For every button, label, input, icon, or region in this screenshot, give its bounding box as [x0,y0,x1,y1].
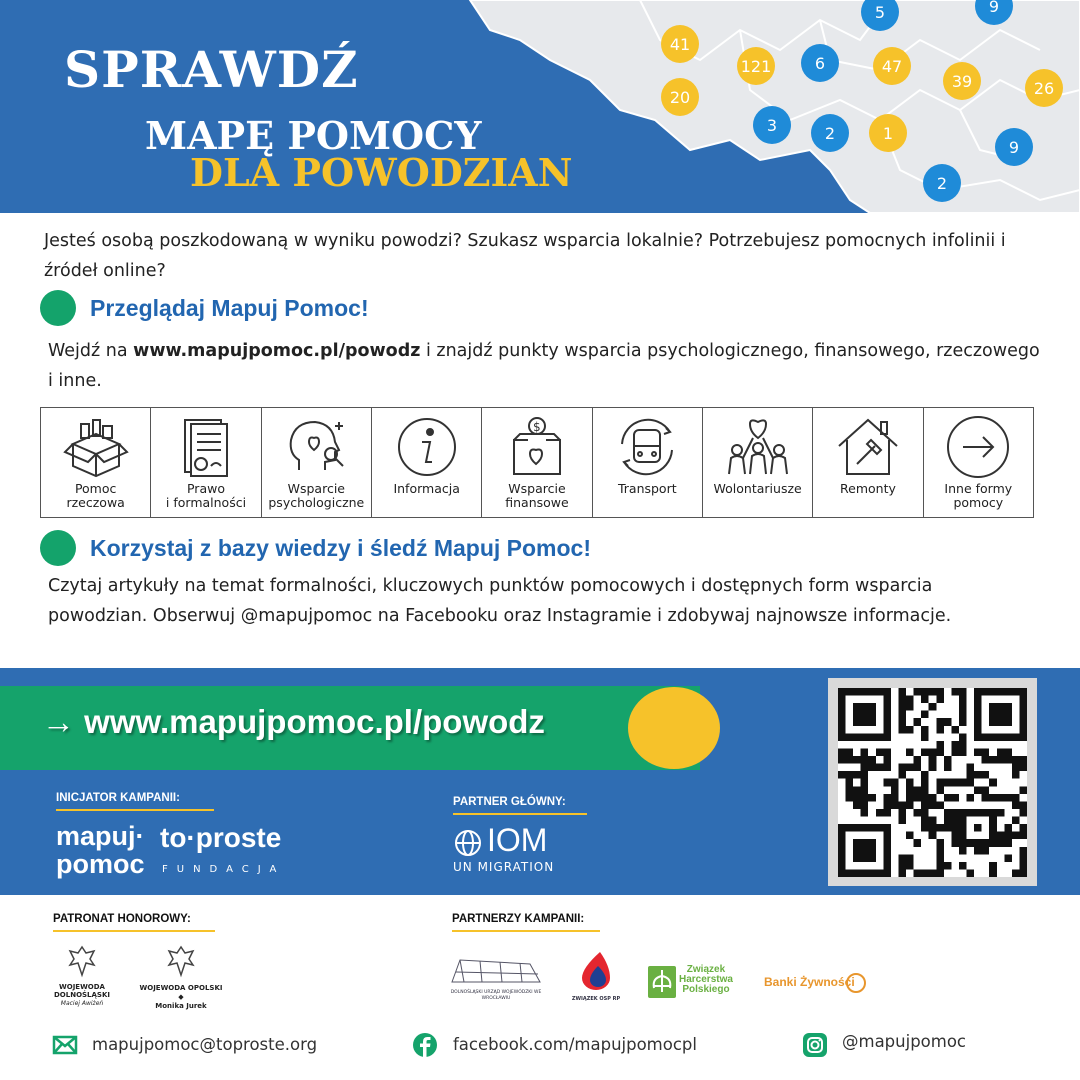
category-label-8: Remonty [840,481,896,496]
category-label-9: Inne formy pomocy [944,481,1013,510]
category-wsparcie-psychologiczne[interactable] [262,408,372,517]
section-2-text: Czytaj artykuły na temat formalności, kluczowych punktów pomocowych i dostępnych form wsparcia powodzian. Obserwuj @mapujpomoc na Facebooku oraz Instagramie i zdobywaj najnowsze informacje. [48,576,952,626]
mail-icon [52,1035,78,1055]
volunteers-icon [723,414,793,480]
category-informacja[interactable] [372,408,482,517]
osp-logo: ZWIĄZEK OSP RP [568,950,624,1002]
map-marker-label: 1 [882,124,894,143]
section-2-title: Korzystaj z bazy wiedzy i śledź Mapuj Pomoc! [90,535,592,561]
facebook-icon [412,1032,438,1058]
map-marker-label: 20 [669,88,691,107]
website-link[interactable]: → www.mapujpomoc.pl/powodz [42,703,545,740]
zhp-emblem [648,966,676,998]
banki-zywnosci-logo: Banki Żywności [764,975,855,989]
category-remonty[interactable] [813,408,923,517]
map-marker-label: 3 [766,116,778,135]
title-line-1: SPRAWDŹ [64,40,359,99]
section-1-title: Przeglądaj Mapuj Pomoc! [90,295,369,321]
category-label-3: Wsparcie psychologiczne [268,481,365,510]
donation-box-icon [502,414,572,480]
arrow-circle-icon [943,414,1013,480]
map-marker-label: 9 [988,0,1000,16]
zhp-logo-text: Związek Harcerstwa Polskiego [679,964,733,995]
category-label-5: Wsparcie finansowe [505,481,569,510]
section-1-text-after: i znajdź punkty wsparcia psychologicznego, finansowego, rzeczowego i inne. [48,341,1040,391]
flame-icon [574,950,618,992]
boxes-icon [61,414,131,480]
map-marker-label: 121 [740,57,772,76]
svg-text:$: $ [532,420,541,434]
qr-code[interactable] [828,678,1037,886]
house-hammer-icon [833,414,903,480]
category-wolontariusze[interactable] [703,408,813,517]
category-wsparcie-finansowe[interactable] [482,408,592,517]
bullet-dot-2 [40,530,76,566]
title-line-2: MAPĘ POMOCY [145,113,482,158]
contact-facebook[interactable]: facebook.com/mapujpomocpl [453,1035,697,1054]
map-marker-label: 2 [824,124,836,143]
info-icon [392,414,462,480]
banki-emblem-icon [846,973,866,993]
wojewoda-dolnoslaski-logo: WOJEWODA DOLNOŚLĄSKI Maciej Awiżeń [52,943,112,1008]
lily-icon [648,966,676,998]
section-1-text [48,336,1048,396]
map-marker-label: 47 [881,57,903,76]
map-marker-label: 41 [669,35,691,54]
category-label-7: Wolontariusze [713,481,802,496]
map-marker-label: 5 [874,3,886,22]
category-pomoc-rzeczowa[interactable] [41,408,151,517]
patronat-label: PATRONAT HONOROWY: [53,913,215,932]
category-label-4: Informacja [393,481,460,496]
train-icon [612,414,682,480]
building-icon [450,956,542,986]
map-marker-label: 6 [814,54,826,73]
duw-logo: DOLNOŚLĄSKI URZĄD WOJEWÓDZKI WE WROCŁAWIU [450,956,542,1002]
partners-label: PARTNERZY KAMPANII: [452,913,600,932]
bullet-dot-1 [40,290,76,326]
section-1-link[interactable]: www.mapujpomoc.pl/powodz [133,341,421,361]
toproste-logo: to·proste [160,822,282,853]
globe-icon [453,828,483,858]
partner-label: PARTNER GŁÓWNY: [453,796,587,815]
map-marker-label: 39 [951,72,973,91]
section-1-text-before: Wejdź na [48,341,134,361]
eagle-icon-2 [163,943,199,979]
head-heart-icon [281,414,351,480]
category-label-6: Transport [617,481,677,496]
map-marker-label: 2 [936,174,948,193]
category-label-2: Prawo i formalności [165,481,247,510]
contact-email[interactable]: mapujpomoc@toproste.org [92,1035,318,1054]
instagram-icon [802,1032,828,1058]
document-icon [171,414,241,480]
initiator-label: INICJATOR KAMPANII: [56,792,214,811]
category-transport[interactable] [593,408,703,517]
map-marker-label: 9 [1008,138,1020,157]
map-marker-label: 26 [1033,79,1055,98]
category-prawo[interactable] [151,408,261,517]
yellow-circle [628,687,720,769]
wojewoda-opolski-logo: WOJEWODA OPOLSKI ◆ Monika Jurek [138,943,224,1011]
qr-code-graphic [838,688,1027,877]
title-line-3: DLA POWODZIAN [190,150,573,195]
fundacja-label: FUNDACJA [162,864,286,875]
header-banner [0,0,1080,213]
mapuj-pomoc-logo: mapuj· pomoc [56,821,145,879]
category-inne[interactable] [924,408,1033,517]
category-label-1: Pomoc rzeczowa [66,481,125,510]
category-grid [40,407,1034,518]
eagle-icon [64,943,100,979]
contact-instagram[interactable]: @mapujpomoc [842,1032,967,1051]
intro-text: Jesteś osobą poszkodowaną w wyniku powodzi? Szukasz wsparcia lokalnie? Potrzebujesz pomocnych infolinii i źródeł online? [44,231,1006,281]
